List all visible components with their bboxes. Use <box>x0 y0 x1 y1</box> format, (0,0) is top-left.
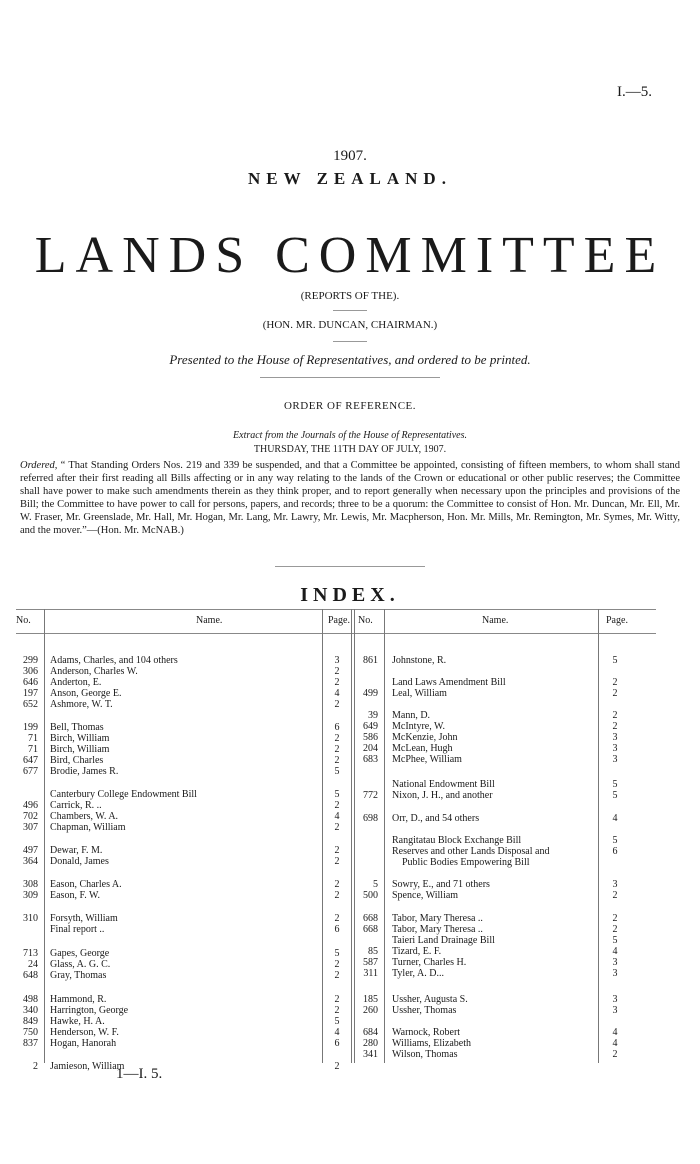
index-right-page: 2 <box>612 677 618 688</box>
index-right-page: 2 <box>612 710 618 721</box>
index-right-name: Land Laws Amendment Bill <box>392 677 506 688</box>
index-right-page: 2 <box>612 688 618 699</box>
index-right-no: 499 <box>363 688 378 699</box>
header-page-left: Page. <box>328 615 350 626</box>
index-left-no: 306 <box>23 666 38 677</box>
index-left-name: Jamieson, William <box>50 1061 125 1072</box>
index-right-name: McKenzie, John <box>392 732 458 743</box>
presented-note: Presented to the House of Representatives, and ordered to be printed. <box>169 352 531 367</box>
index-right-no: 341 <box>363 1049 378 1060</box>
index-right-name: Spence, William <box>392 890 459 901</box>
index-left-name: Eason, F. W. <box>50 890 101 901</box>
index-left-no: 71 <box>28 744 38 755</box>
index-right-name: National Endowment Bill <box>392 779 495 790</box>
index-left-page: 4 <box>334 811 340 822</box>
column-divider <box>384 609 385 1063</box>
index-right-page: 2 <box>612 890 618 901</box>
index-left-name: Chambers, W. A. <box>50 811 119 822</box>
index-right-page: 5 <box>612 790 618 801</box>
index-right-page: 5 <box>612 655 618 666</box>
index-left-no: 2 <box>33 1061 38 1072</box>
index-left-name: Brodie, James R. <box>50 766 119 777</box>
index-left-name: Eason, Charles A. <box>50 879 122 890</box>
index-right-page: 2 <box>612 721 618 732</box>
index-right-page: 4 <box>612 1038 618 1049</box>
index-right-name: Tyler, A. D... <box>392 968 444 979</box>
index-left-page: 2 <box>334 879 340 890</box>
index-left-name: Carrick, R. .. <box>50 800 102 811</box>
index-right-no: 500 <box>363 890 378 901</box>
index-left-no: 197 <box>23 688 38 699</box>
index-right-name: Warnock, Robert <box>392 1027 461 1038</box>
index-right-page: 5 <box>612 935 618 946</box>
order-heading: ORDER OF REFERENCE. <box>283 400 417 412</box>
index-right-name: Public Bodies Empowering Bill <box>402 857 530 868</box>
index-left-page: 2 <box>334 699 340 710</box>
index-right-name: Sowry, E., and 71 others <box>392 879 490 890</box>
index-right-name: Taieri Land Drainage Bill <box>392 935 495 946</box>
document-subtitle: (REPORTS OF THE). <box>300 290 400 302</box>
index-left-no: 307 <box>23 822 38 833</box>
index-right-no: 698 <box>363 813 378 824</box>
index-left-name: Anderton, E. <box>50 677 102 688</box>
document-title: LANDS COMMITTEE <box>34 227 666 284</box>
order-lead: Ordered, <box>20 460 58 471</box>
index-left-no: 702 <box>23 811 38 822</box>
index-right-no: 204 <box>363 743 378 754</box>
index-left-no: 750 <box>23 1027 38 1038</box>
index-left-no: 496 <box>23 800 38 811</box>
index-left-page: 2 <box>334 666 340 677</box>
index-left-page: 3 <box>334 655 340 666</box>
index-left-name: Bell, Thomas <box>50 722 104 733</box>
index-left-page: 4 <box>334 688 340 699</box>
index-right-no: 260 <box>363 1005 378 1016</box>
index-left-page: 6 <box>334 722 340 733</box>
index-right-no: 5 <box>373 879 378 890</box>
index-left-name: Adams, Charles, and 104 others <box>50 655 178 666</box>
index-right-page: 5 <box>612 779 618 790</box>
journal-extract: Extract from the Journals of the House of Representatives. <box>233 430 467 441</box>
order-text <box>20 459 680 537</box>
index-right-no: 280 <box>363 1038 378 1049</box>
index-right-name: Leal, William <box>392 688 447 699</box>
index-left-name: Gapes, George <box>50 948 110 959</box>
index-left-no: 498 <box>23 994 38 1005</box>
country-name: NEW ZEALAND. <box>248 169 452 188</box>
index-right-page: 3 <box>612 732 618 743</box>
index-right-no: 683 <box>363 754 378 765</box>
index-right-name: Tabor, Mary Theresa .. <box>392 924 483 935</box>
order-date: THURSDAY, THE 11TH DAY OF JULY, 1907. <box>253 444 447 455</box>
index-left-page: 2 <box>334 994 340 1005</box>
index-left-page: 2 <box>334 970 340 981</box>
index-right-name: McLean, Hugh <box>392 743 453 754</box>
header-page-right: Page. <box>606 615 628 626</box>
index-right-page: 2 <box>612 924 618 935</box>
index-left-no: 849 <box>23 1016 38 1027</box>
index-left-no: 497 <box>23 845 38 856</box>
index-right-page: 3 <box>612 1005 618 1016</box>
index-left-name: Chapman, William <box>50 822 126 833</box>
index-left-name: Anderson, Charles W. <box>50 666 138 677</box>
divider <box>260 377 440 378</box>
index-left-name: Donald, James <box>50 856 109 867</box>
divider <box>333 341 367 342</box>
index-left-page: 2 <box>334 890 340 901</box>
year: 1907. <box>333 148 367 164</box>
index-left-name: Final report .. <box>50 924 105 935</box>
index-left-name: Forsyth, William <box>50 913 118 924</box>
index-right-page: 4 <box>612 813 618 824</box>
index-right-page: 4 <box>612 1027 618 1038</box>
index-right-page: 2 <box>612 1049 618 1060</box>
index-right-name: McPhee, William <box>392 754 462 765</box>
index-left-name: Bird, Charles <box>50 755 104 766</box>
divider <box>333 310 367 311</box>
index-left-page: 2 <box>334 1005 340 1016</box>
index-left-page: 6 <box>334 1038 340 1049</box>
index-left-page: 2 <box>334 959 340 970</box>
index-left-no: 652 <box>23 699 38 710</box>
index-right-name: Ussher, Thomas <box>392 1005 457 1016</box>
index-left-no: 309 <box>23 890 38 901</box>
index-left-page: 5 <box>334 1016 340 1027</box>
index-right-name: Rangitatau Block Exchange Bill <box>392 835 522 846</box>
index-left-name: Birch, William <box>50 744 110 755</box>
index-right-name: Tizard, E. F. <box>392 946 442 957</box>
printer-signature: 1—I. 5. <box>116 1066 163 1082</box>
index-right-page: 5 <box>612 835 618 846</box>
index-heading: INDEX. <box>300 584 400 606</box>
index-left-name: Gray, Thomas <box>50 970 107 981</box>
index-right-no: 861 <box>363 655 378 666</box>
table-header-rule <box>16 633 656 634</box>
index-right-name: Johnstone, R. <box>392 655 447 666</box>
order-body: “ That Standing Orders Nos. 219 and 339 be suspended, and that a Committee be appointed, consisting of fifteen members, to whom shall stand referred after their first reading all Bills affecting or in any way relating to the lands of the Crown or educational or other public reserves; the Committee shall have power to make such amendments therein as they think proper, and to report generally when necessary upon the principles and provisions of the Bill; the Committee to have power to call for persons, papers, and records; three to be a quorum: the Committee to consist of Hon. Mr. Duncan, Mr. Ell, Mr. W. Fraser, Mr. Greenslade, Mr. Hall, Mr. Hogan, Mr. Lang, Mr. Lawry, Mr. Lewis, Mr. Macpherson, Hon. Mr. Mills, Mr. Remington, Mr. Symes, Mr. Witty, and the mover.”—(Hon. Mr. McNAB.) <box>20 460 680 536</box>
index-right-page: 6 <box>612 846 618 857</box>
index-right-name: Orr, D., and 54 others <box>392 813 480 824</box>
index-right-no: 311 <box>363 968 378 979</box>
index-left-page: 5 <box>334 948 340 959</box>
index-left-no: 24 <box>28 959 38 970</box>
column-divider <box>322 609 323 1063</box>
index-right-page: 3 <box>612 968 618 979</box>
header-no-left: No. <box>16 615 31 626</box>
header-name-right: Name. <box>482 615 509 626</box>
paper-number: I.—5. <box>617 84 652 100</box>
index-left-name: Henderson, W. F. <box>50 1027 119 1038</box>
index-right-name: McIntyre, W. <box>392 721 446 732</box>
index-left-no: 648 <box>23 970 38 981</box>
index-right-no: 39 <box>368 710 378 721</box>
index-left-no: 299 <box>23 655 38 666</box>
index-left-no: 677 <box>23 766 38 777</box>
chairman-line: (HON. MR. DUNCAN, CHAIRMAN.) <box>262 319 438 331</box>
index-left-no: 713 <box>23 948 38 959</box>
index-right-no: 772 <box>363 790 378 801</box>
index-right-no: 668 <box>363 913 378 924</box>
header-no-right: No. <box>358 615 373 626</box>
divider <box>275 566 425 567</box>
index-left-page: 2 <box>334 913 340 924</box>
index-left-name: Hawke, H. A. <box>50 1016 105 1027</box>
index-left-name: Hammond, R. <box>50 994 107 1005</box>
header-name-left: Name. <box>196 615 223 626</box>
index-left-page: 6 <box>334 924 340 935</box>
index-right-no <box>352 857 378 869</box>
index-left-page: 5 <box>334 766 340 777</box>
index-right-no: 85 <box>368 946 378 957</box>
table-top-rule <box>16 609 656 610</box>
index-left-no: 308 <box>23 879 38 890</box>
index-left-name: Hogan, Hanorah <box>50 1038 117 1049</box>
index-left-page: 2 <box>334 822 340 833</box>
index-right-no: 668 <box>363 924 378 935</box>
index-left-no: 340 <box>23 1005 38 1016</box>
index-right-no: 185 <box>363 994 378 1005</box>
index-right-page: 4 <box>612 946 618 957</box>
index-left-page: 2 <box>334 755 340 766</box>
index-left-no: 647 <box>23 755 38 766</box>
index-right-name: Nixon, J. H., and another <box>392 790 493 801</box>
index-right-no: 586 <box>363 732 378 743</box>
index-right-no: 684 <box>363 1027 378 1038</box>
index-right-page: 3 <box>612 994 618 1005</box>
index-left-no: 837 <box>23 1038 38 1049</box>
index-right-page: 3 <box>612 743 618 754</box>
index-left-page: 2 <box>334 744 340 755</box>
index-left-name: Glass, A. G. C. <box>50 959 111 970</box>
index-left-name: Anson, George E. <box>50 688 122 699</box>
index-right-name: Reserves and other Lands Disposal and <box>392 846 550 857</box>
index-left-name: Ashmore, W. T. <box>50 699 113 710</box>
index-right-no: 649 <box>363 721 378 732</box>
index-left-no: 646 <box>23 677 38 688</box>
index-left-page: 2 <box>334 733 340 744</box>
index-right-name: Williams, Elizabeth <box>392 1038 472 1049</box>
index-left-page: 2 <box>334 845 340 856</box>
index-right-no: 587 <box>363 957 378 968</box>
index-right-name: Wilson, Thomas <box>392 1049 458 1060</box>
index-right-page: 2 <box>612 913 618 924</box>
index-left-page: 4 <box>334 1027 340 1038</box>
index-left-no: 310 <box>23 913 38 924</box>
index-right-name: Ussher, Augusta S. <box>392 994 468 1005</box>
index-left-page: 2 <box>334 856 340 867</box>
index-left-page: 2 <box>334 677 340 688</box>
index-left-no: 71 <box>28 733 38 744</box>
index-right-name: Tabor, Mary Theresa .. <box>392 913 483 924</box>
column-divider <box>44 609 45 1063</box>
index-left-page: 2 <box>334 800 340 811</box>
index-right-name: Turner, Charles H. <box>392 957 467 968</box>
column-divider <box>598 609 599 1063</box>
index-left-name: Harrington, George <box>50 1005 129 1016</box>
index-right-page: 3 <box>612 879 618 890</box>
index-right-page: 3 <box>612 957 618 968</box>
index-left-name: Dewar, F. M. <box>50 845 103 856</box>
index-right-page <box>606 857 624 869</box>
index-left-no: 364 <box>23 856 38 867</box>
index-left-page: 2 <box>334 1061 340 1072</box>
index-left-no: 199 <box>23 722 38 733</box>
index-left-name: Canterbury College Endowment Bill <box>50 789 197 800</box>
index-left-name: Birch, William <box>50 733 110 744</box>
index-left-no <box>12 924 38 936</box>
index-left-page: 5 <box>334 789 340 800</box>
index-right-page: 3 <box>612 754 618 765</box>
index-right-name: Mann, D. <box>392 710 431 721</box>
